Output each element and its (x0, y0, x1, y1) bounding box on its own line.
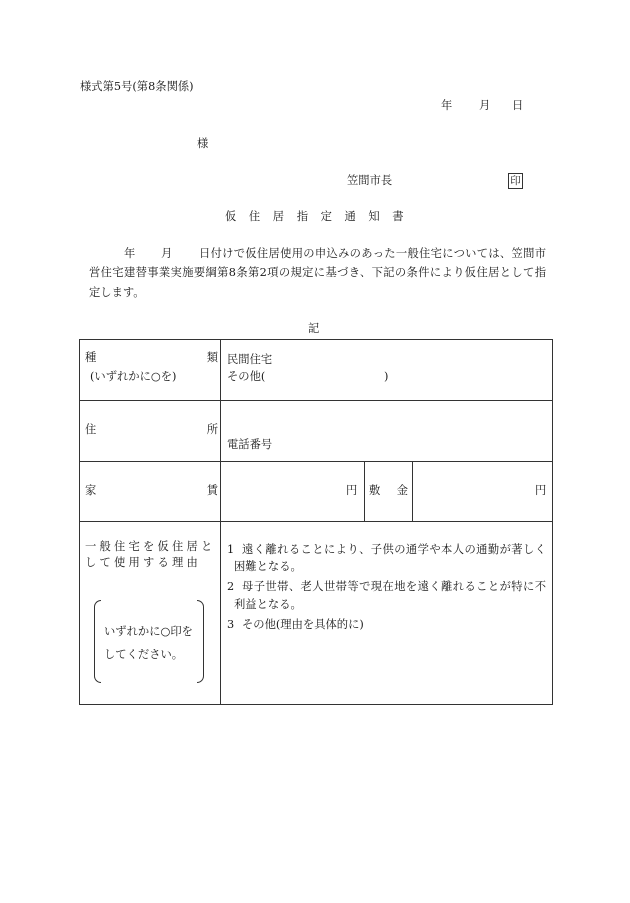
deposit-label (369, 484, 408, 498)
label-char: 類 (206, 351, 218, 364)
note-left-bracket (94, 600, 101, 683)
body-line-2: 営住宅建替事業実施要綱第8条第2項の規定に基づき、下記の条件により仮住居として指 (89, 266, 546, 279)
type-label (85, 351, 218, 365)
deposit-label-cell (365, 462, 413, 522)
type-value-cell (221, 340, 552, 401)
label-char: 金 (396, 484, 408, 497)
body-line-1: 日付けで仮住居使用の申込みのあった一般住宅については、笠間市 (199, 247, 546, 260)
conditions-table (79, 339, 553, 705)
rent-unit: 円 (346, 484, 358, 497)
reason-value-cell (221, 522, 552, 704)
reason-item-text: その他(理由を具体的に) (242, 618, 364, 631)
address-value-cell (221, 401, 552, 462)
reason-label-line-1: 一般住宅を仮住居と (85, 540, 216, 553)
rent-label-cell (80, 462, 221, 522)
body-line-3: 定します。 (89, 286, 145, 299)
reason-label-line-2: して使用する理由 (85, 556, 201, 569)
type-label-cell (80, 340, 221, 401)
address-label-cell (80, 401, 221, 462)
form-number: 様式第5号(第8条関係) (80, 80, 194, 93)
issuer-name: 笠間市長 (347, 174, 393, 187)
date-day-label: 日 (512, 99, 524, 112)
date-year-label: 年 (441, 99, 453, 112)
rent-value-cell (221, 462, 365, 522)
note-line-2: してください。 (104, 648, 184, 661)
reason-item-text-continued: 困難となる。 (234, 560, 302, 573)
label-char: 種 (85, 351, 97, 364)
phone-label: 電話番号 (227, 438, 273, 451)
document-title: 仮住居指定通知書 (225, 210, 417, 223)
type-option-other: その他( (227, 370, 266, 383)
addressee-suffix: 様 (197, 137, 209, 150)
record-heading: 記 (308, 322, 320, 335)
label-char: 賃 (206, 484, 218, 497)
label-char: 敷 (369, 484, 381, 497)
reason-item-number: 1 (227, 543, 235, 556)
type-hint: (いずれかに○を) (90, 370, 177, 383)
deposit-value-cell (413, 462, 552, 522)
seal-mark: 印 (508, 173, 523, 189)
label-char: 所 (206, 423, 218, 436)
reason-label-cell (80, 522, 221, 704)
rent-label (85, 484, 218, 498)
reason-item-number: 3 (227, 618, 235, 631)
date-month-label: 月 (479, 99, 491, 112)
reason-item-text: 遠く離れることにより、子供の通学や本人の通勤が著しく (242, 543, 546, 556)
deposit-unit: 円 (535, 484, 547, 497)
reason-item-text: 母子世帯、老人世帯等で現在地を遠く離れることが特に不 (242, 580, 546, 593)
body-month-label: 月 (161, 247, 173, 260)
type-option-private-housing: 民間住宅 (227, 353, 273, 366)
address-label (85, 423, 218, 437)
note-right-bracket (197, 600, 204, 683)
note-line-1: いずれかに○印を (104, 625, 193, 638)
reason-item-text-continued: 利益となる。 (234, 598, 302, 611)
reason-item-number: 2 (227, 580, 235, 593)
body-year-label: 年 (124, 247, 136, 260)
label-char: 家 (85, 484, 97, 497)
type-option-other-close: ) (384, 370, 389, 383)
label-char: 住 (85, 423, 97, 436)
